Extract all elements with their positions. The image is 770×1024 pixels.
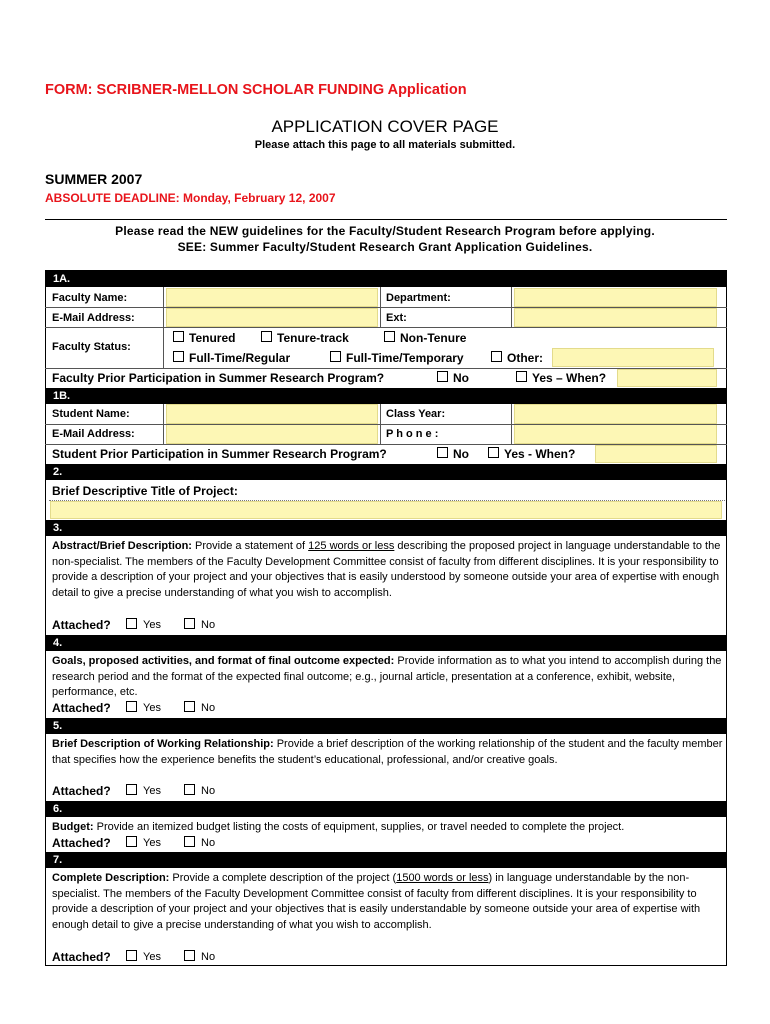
- relationship-no-checkbox[interactable]: [184, 784, 195, 795]
- abstract-no-checkbox[interactable]: [184, 618, 195, 629]
- relationship-instructions: [52, 737, 724, 768]
- student-name-field[interactable]: [166, 404, 378, 424]
- row-divider: [45, 307, 727, 308]
- faculty-email-label: E-Mail Address:: [52, 312, 135, 324]
- goals-text: Provide information as to what you intend to accomplish during the research period and the format of the expected final outcome; e.g., journal article, presentation at a conference, exhibit, website, performance, etc.: [52, 655, 722, 699]
- department-label: Department:: [386, 292, 451, 304]
- student-prior-no-checkbox[interactable]: [437, 447, 448, 458]
- non-tenure-label: Non-Tenure: [400, 331, 467, 345]
- faculty-prior-label: Faculty Prior Participation in Summer Research Program?: [52, 371, 385, 385]
- row-divider: [45, 327, 727, 328]
- other-checkbox[interactable]: [491, 351, 502, 362]
- budget-instructions: [52, 820, 724, 836]
- student-prior-no-label: No: [453, 447, 469, 461]
- complete-description-yes-label: Yes: [143, 951, 161, 963]
- goals-attached-label: Attached?: [52, 701, 111, 715]
- relationship-no-label: No: [201, 785, 216, 797]
- budget-yes-checkbox[interactable]: [126, 836, 137, 847]
- full-time-temporary-checkbox[interactable]: [330, 351, 341, 362]
- column-divider: [511, 287, 512, 327]
- tenure-track-label: Tenure-track: [277, 331, 349, 345]
- header-divider: [45, 219, 727, 220]
- abstract-instructions: [52, 539, 724, 601]
- tenured-checkbox[interactable]: [173, 331, 184, 342]
- column-divider: [163, 287, 164, 368]
- goals-no-checkbox[interactable]: [184, 701, 195, 712]
- section-3-bar: 3.: [45, 520, 727, 536]
- non-tenure-checkbox[interactable]: [384, 331, 395, 342]
- faculty-name-field[interactable]: [166, 288, 378, 307]
- other-status-field[interactable]: [552, 348, 714, 367]
- relationship-heading: Brief Description of Working Relationship:: [52, 738, 274, 750]
- complete-description-no-label: No: [201, 951, 216, 963]
- section-6-bar: 6.: [45, 801, 727, 817]
- project-title-label: Brief Descriptive Title of Project:: [52, 484, 238, 498]
- goals-yes-label: Yes: [143, 702, 161, 714]
- phone-field[interactable]: [514, 424, 717, 444]
- abstract-heading: Abstract/Brief Description:: [52, 540, 192, 552]
- abstract-text-after: describing the proposed project in language understandable to the non-specialist. The members of the Faculty Development Committee consist of faculty from different disciplines. It is your responsibility to provide a description of your project and your objectives that is easily understood by someone outside your area of expertise with enough detail to give a precise understanding of what you wish to accomplish.: [52, 540, 721, 599]
- page-title: APPLICATION COVER PAGE: [271, 117, 499, 136]
- complete-description-text-after: ) in language understandable by the non-specialist. The members of the Faculty Development Committee consist of faculty from different disciplines. It is your responsibility to provide a description of your project and your objectives that is easily understandable by someone outside your area of expertise with enough detail to give a precise understanding of what you wish to accomplish.: [52, 872, 701, 931]
- goals-yes-checkbox[interactable]: [126, 701, 137, 712]
- other-label: Other:: [507, 351, 543, 365]
- guideline-see: SEE: Summer Faculty/Student Research Grant Application Guidelines.: [177, 240, 593, 254]
- faculty-status-label: Faculty Status:: [52, 341, 131, 353]
- deadline-text: ABSOLUTE DEADLINE: Monday, February 12, 2007: [45, 191, 336, 205]
- budget-attached-label: Attached?: [52, 836, 111, 850]
- full-time-regular-checkbox[interactable]: [173, 351, 184, 362]
- student-prior-when-field[interactable]: [595, 445, 717, 463]
- class-year-field[interactable]: [514, 404, 717, 424]
- row-divider: [45, 424, 727, 425]
- faculty-prior-no-checkbox[interactable]: [437, 371, 448, 382]
- budget-no-checkbox[interactable]: [184, 836, 195, 847]
- guideline-note: Please read the NEW guidelines for the Faculty/Student Research Program before applying.: [115, 224, 655, 238]
- relationship-yes-label: Yes: [143, 785, 161, 797]
- full-time-temporary-label: Full-Time/Temporary: [346, 351, 464, 365]
- student-name-label: Student Name:: [52, 408, 130, 420]
- goals-no-label: No: [201, 702, 216, 714]
- column-divider: [380, 404, 381, 444]
- budget-no-label: No: [201, 837, 216, 849]
- column-divider: [163, 404, 164, 444]
- section-1b-bar: 1B.: [45, 388, 727, 404]
- budget-heading: Budget:: [52, 821, 94, 833]
- section-2-bar: 2.: [45, 464, 727, 480]
- student-prior-label: Student Prior Participation in Summer Research Program?: [52, 447, 387, 461]
- full-time-regular-label: Full-Time/Regular: [189, 351, 291, 365]
- phone-label: P h o n e :: [386, 428, 439, 440]
- project-title-field[interactable]: [50, 501, 722, 519]
- tenured-label: Tenured: [189, 331, 236, 345]
- complete-description-instructions: [52, 871, 724, 933]
- faculty-email-field[interactable]: [166, 308, 378, 327]
- abstract-no-label: No: [201, 619, 216, 631]
- column-divider: [380, 287, 381, 327]
- section-5-bar: 5.: [45, 718, 727, 734]
- goals-instructions: [52, 654, 724, 701]
- faculty-prior-when-field[interactable]: [617, 369, 717, 387]
- term-heading: SUMMER 2007: [45, 171, 143, 187]
- student-prior-yes-checkbox[interactable]: [488, 447, 499, 458]
- form-title: FORM: SCRIBNER-MELLON SCHOLAR FUNDING Application: [45, 82, 467, 98]
- abstract-yes-label: Yes: [143, 619, 161, 631]
- student-email-label: E-Mail Address:: [52, 428, 135, 440]
- complete-description-word-limit: 1500 words or less: [396, 872, 489, 884]
- section-7-bar: 7.: [45, 852, 727, 868]
- complete-description-text-before: Provide a complete description of the project (: [169, 872, 397, 884]
- complete-description-yes-checkbox[interactable]: [126, 950, 137, 961]
- department-field[interactable]: [514, 288, 717, 307]
- goals-heading: Goals, proposed activities, and format of final outcome expected:: [52, 655, 395, 667]
- complete-description-attached-label: Attached?: [52, 950, 111, 964]
- section-1a-bar: 1A.: [45, 271, 727, 287]
- column-divider: [511, 404, 512, 444]
- faculty-prior-no-label: No: [453, 371, 469, 385]
- complete-description-heading: Complete Description:: [52, 872, 170, 884]
- tenure-track-checkbox[interactable]: [261, 331, 272, 342]
- relationship-text: Provide a brief description of the working relationship of the student and the faculty member that specifies how the experience benefits the student’s educational, professional, and/or creative goals.: [52, 738, 723, 766]
- abstract-attached-label: Attached?: [52, 618, 111, 632]
- relationship-yes-checkbox[interactable]: [126, 784, 137, 795]
- budget-yes-label: Yes: [143, 837, 161, 849]
- faculty-name-label: Faculty Name:: [52, 292, 128, 304]
- budget-text: Provide an itemized budget listing the costs of equipment, supplies, or travel needed to complete the project.: [93, 821, 625, 833]
- student-email-field[interactable]: [166, 424, 378, 444]
- student-prior-yes-label: Yes - When?: [504, 447, 576, 461]
- ext-label: Ext:: [386, 312, 407, 324]
- relationship-attached-label: Attached?: [52, 784, 111, 798]
- abstract-word-limit: 125 words or less: [308, 540, 395, 552]
- class-year-label: Class Year:: [386, 408, 446, 420]
- abstract-yes-checkbox[interactable]: [126, 618, 137, 629]
- attach-note: Please attach this page to all materials submitted.: [254, 139, 516, 151]
- ext-field[interactable]: [514, 308, 717, 327]
- complete-description-no-checkbox[interactable]: [184, 950, 195, 961]
- abstract-text-before: Provide a statement of: [191, 540, 309, 552]
- faculty-prior-yes-label: Yes – When?: [532, 371, 607, 385]
- section-4-bar: 4.: [45, 635, 727, 651]
- faculty-prior-yes-checkbox[interactable]: [516, 371, 527, 382]
